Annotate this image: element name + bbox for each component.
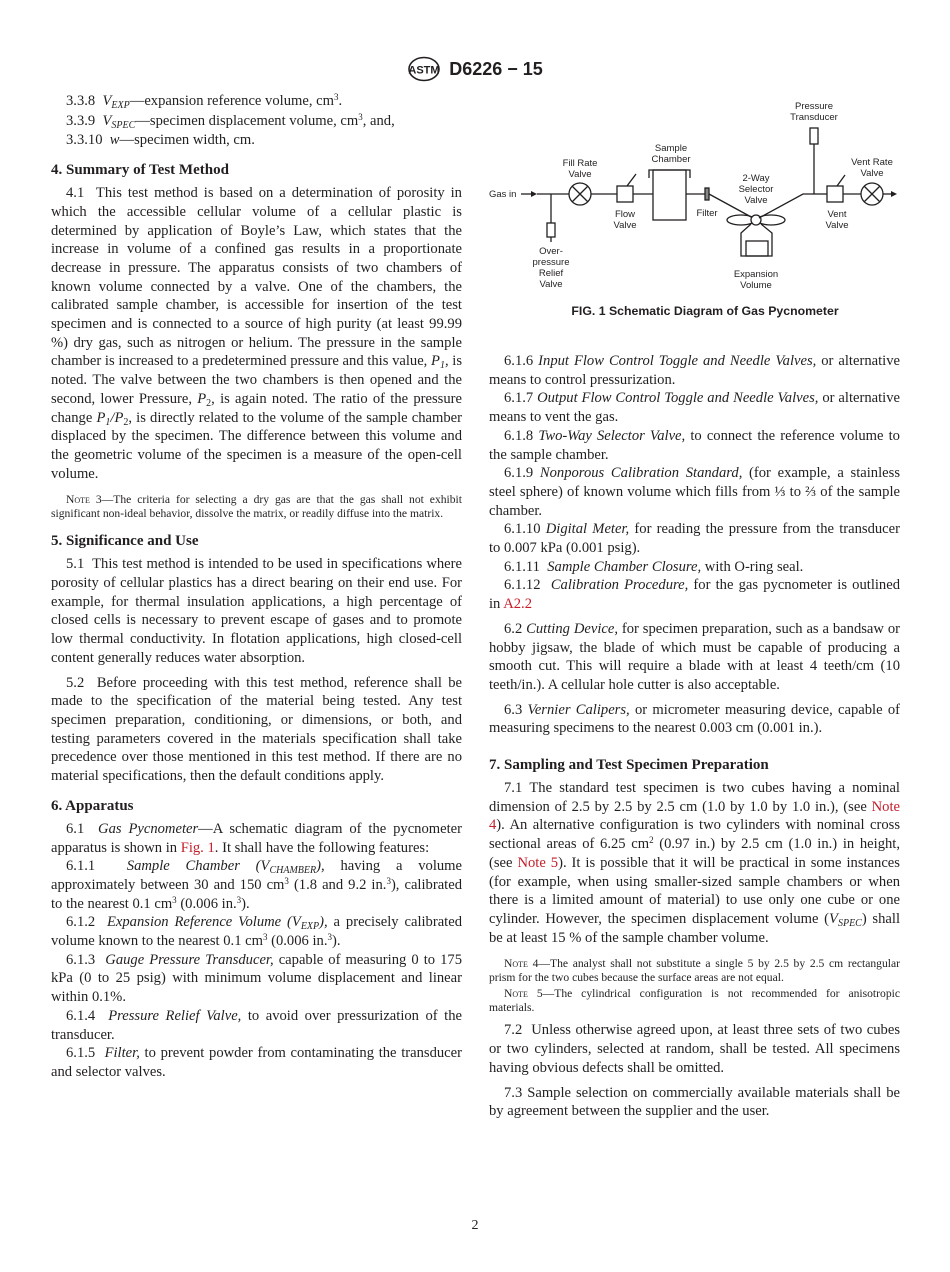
svg-text:Sample: Sample (654, 143, 688, 154)
definition-3-3-8: 3.3.8 $V_{EXP}—expansion$ reference volume, $cm^3$. (66, 92, 343, 111)
svg-text:Vent Rate: Vent Rate (851, 157, 893, 168)
paragraph-6-3: 6.3 Vernier Calipers, or micrometer measuring device, capable of measuring specimens to the nearest 0.003 cm (0.001 in.). (489, 701, 901, 737)
fig-1-link[interactable]: Fig. 1 (180, 839, 215, 856)
svg-text:Chamber: Chamber (651, 154, 691, 165)
svg-text:pressure: pressure (532, 257, 570, 268)
section-heading-5: 5. Significance and Use (51, 533, 199, 550)
paragraph-6-2: 6.2 Cutting Device, for specimen preparation, such as a bandsaw or hobby jigsaw, the blade of which must be capable of producing a smooth cut. This will require a blade with at least 4 teeth/cm (10 teeth/in.). A cellular hole cutter is also acceptable. (489, 620, 900, 693)
svg-text:Valve: Valve (539, 279, 563, 290)
item-6-1-9: 6.1.9 Nonporous Calibration Standard, (for example, a stainless steel sphere) of known volume which fills from ⅓ to ⅔ of the sample chamber. (489, 465, 900, 519)
item-6-1-11: 6.1.11 Sample Chamber Closure, with O-ring seal. (504, 558, 804, 575)
definition-3-3-9: 3.3.9 $V_{SPEC}—specimen$ displacement volume, $cm^3$, and, (66, 111, 395, 131)
paragraph-7-3: 7.3 Sample selection on commercially available materials shall be by agreement between the supplier and the user. (489, 1084, 901, 1120)
svg-text:Relief: Relief (538, 268, 564, 279)
section-heading-6: 6. Apparatus (51, 797, 134, 814)
svg-text:Transducer: Transducer (790, 112, 838, 123)
item-6-1-7: 6.1.7 Output Flow Control Toggle and Needle Valves, or alternative means to vent the gas. (489, 390, 900, 426)
svg-text:Pressure: Pressure (794, 101, 834, 112)
svg-text:Filter: Filter (696, 208, 718, 219)
item-6-1-2: 6.1.2 Expansion Reference Volume $(V_{EXP})$, a precisely calibrated volume known to the nearest 0.1 $cm^3$ (0.006 in.$^3$). (51, 914, 463, 950)
svg-text:Valve: Valve (860, 168, 884, 179)
page-header (0, 56, 950, 82)
item-6-1-6: 6.1.6 Input Flow Control Toggle and Needle Valves, or alternative means to control pressurization. (489, 353, 900, 388)
svg-text:Valve: Valve (825, 220, 849, 231)
figure-caption: FIG. 1 Schematic Diagram of Gas Pycnometer (571, 304, 839, 318)
item-6-1-10: 6.1.10 Digital Meter, for reading the pressure from the transducer to 0.007 kPa (0.001 psig). (489, 521, 900, 557)
note-4-link[interactable]: Note 4 (489, 798, 900, 834)
paragraph-5-1: 5.1 This test method is intended to be used in specifications where porosity of cellular plastics has a direct bearing on their end use. For example, for thermal insulation applications, a high percentage of closed cells is necessary to prevent escape of gases and to promote low thermal conductivity. In flotation applications, high closed-cell content generally reduces water absorption. (51, 556, 462, 666)
a2-2-link[interactable]: A2.2 (503, 596, 532, 613)
page-number: 2 (471, 1218, 479, 1233)
note-5-link[interactable]: Note 5 (517, 854, 559, 871)
svg-text:Gas in: Gas in (489, 189, 517, 200)
item-6-1-8: 6.1.8 Two-Way Selector Valve, to connect the reference volume to the sample chamber. (489, 427, 900, 463)
paragraph-6-1: 6.1 Gas Pycnometer—A schematic diagram of the pycnometer apparatus is shown in Fig. 1. It shall have the following features: (51, 820, 462, 856)
svg-text:ASTM: ASTM (408, 64, 440, 77)
svg-text:Selector: Selector (738, 184, 774, 195)
note-5: Note 5—The cylindrical configuration is not recommended for anisotropic materials. (489, 987, 900, 1015)
svg-text:Vent: Vent (827, 209, 847, 220)
svg-text:Valve: Valve (568, 169, 592, 180)
svg-text:Volume: Volume (740, 280, 772, 291)
svg-text:Fill Rate: Fill Rate (562, 158, 598, 169)
svg-text:Valve: Valve (613, 220, 637, 231)
item-6-1-12: 6.1.12 Calibration Procedure, for the gas pycnometer is outlined in A2.2 (489, 577, 900, 613)
item-6-1-5: 6.1.5 Filter, to prevent powder from contaminating the transducer and selector valves. (51, 1045, 463, 1080)
gas-pycnometer-diagram (485, 96, 925, 301)
svg-text:Valve: Valve (744, 195, 768, 206)
item-6-1-4: 6.1.4 Pressure Relief Valve, to avoid over pressurization of the transducer. (51, 1007, 462, 1043)
section-heading-7: 7. Sampling and Test Specimen Preparation (489, 757, 769, 774)
svg-text:Over-: Over- (539, 246, 563, 257)
right-column (489, 96, 900, 1121)
paragraph-4-1: 4.1 This test method is based on a determination of porosity in which the accessible cellular volume of a cellular plastic is determined by application of Boyle’s Law, which states that the increase in volume of a confined gas results in a proportionate decrease in pressure. The apparatus consists of two chambers of known volume connected by a valve. One of the chambers, the calibrated sample chamber, is accessible for insertion of the test specimen and is connected to a source of high purity (at least 99.99 %) dry gas, such as nitrogen or helium. The pressure in the sample chamber is increased to a predetermined pressure and this value, $P_1$, is noted. The valve between the two chambers is then opened and the second, lower Pressure, $P_2$, is again noted. The ratio of the pressure change $P_1/P_2$, is directly related to the volume of the sample chamber displaced by the specimen. The difference between this volume and the geometric volume of the specimen is a measure of the open-cell volume. (51, 185, 462, 482)
item-6-1-1: 6.1.1 Sample Chamber $(V_{CHAMBER})$, having a volume approximately between 30 and 150 $cm^3$ (1.8 and 9.2 in.$^3$), calibrated to the nearest 0.1 $cm^3$ (0.006 in.$^3$). (51, 858, 463, 912)
section-heading-4: 4. Summary of Test Method (51, 162, 229, 179)
item-6-1-3: 6.1.3 Gauge Pressure Transducer, capable of measuring 0 to 175 kPa (0 to 25 psig) with minimum volume displacement and linear within 0.1%. (51, 951, 463, 1006)
paragraph-7-1: 7.1 The standard test specimen is two cubes having a nominal dimension of 2.5 by 2.5 by 2.5 cm (1.0 by 1.0 by 1.0 in.), (see Note 4). An alternative configuration is two cylinders with nominal cross sectional areas of 6.25 $cm^2$ (0.97 in.) by 2.5 cm (1.0 in.) in height, (see Note 5). It is possible that it will be practical in some instances (for example, when using smaller-sized sample chambers or when there is a limited amount of material) to use only one cube or one cylinder. However, the specimen displacement volume $(V_{SPEC})$ shall be at least 15 % of the sample chamber volume. (489, 780, 900, 946)
svg-text:Expansion: Expansion (733, 269, 779, 280)
figure-1-schematic (485, 96, 925, 321)
paragraph-5-2: 5.2 Before proceeding with this test method, reference shall be made to the specification of the material being tested. Any test specimen preparation, conditioning, or dimensions, or both, and testing parameters covered in the materials specification shall take precedence over those mentioned in this test method. If there are no material specifications, then the default conditions apply. (51, 674, 462, 785)
svg-text:Flow: Flow (614, 209, 636, 220)
definition-3-3-10: 3.3.10 w—specimen width, cm. (66, 132, 255, 149)
left-column (51, 92, 462, 1082)
document-id: D6226 − 15 (449, 58, 543, 79)
note-4: Note 4—The analyst shall not substitute a single 5 by 2.5 by 2.5 cm rectangular prism for the two cubes because the surface areas are not equal. (489, 957, 900, 985)
astm-logo-icon (407, 56, 441, 82)
paragraph-7-2: 7.2 Unless otherwise agreed upon, at least three sets of two cubes or two cylinders, selected at random, shall be tested. All specimens having obvious defects shall be omitted. (489, 1022, 901, 1076)
note-3: Note 3—The criteria for selecting a dry gas are that the gas shall not exhibit significant non-ideal behavior, dissolve the matrix, or readily diffuse into the matrix. (51, 493, 463, 521)
svg-text:2-Way: 2-Way (742, 173, 770, 184)
